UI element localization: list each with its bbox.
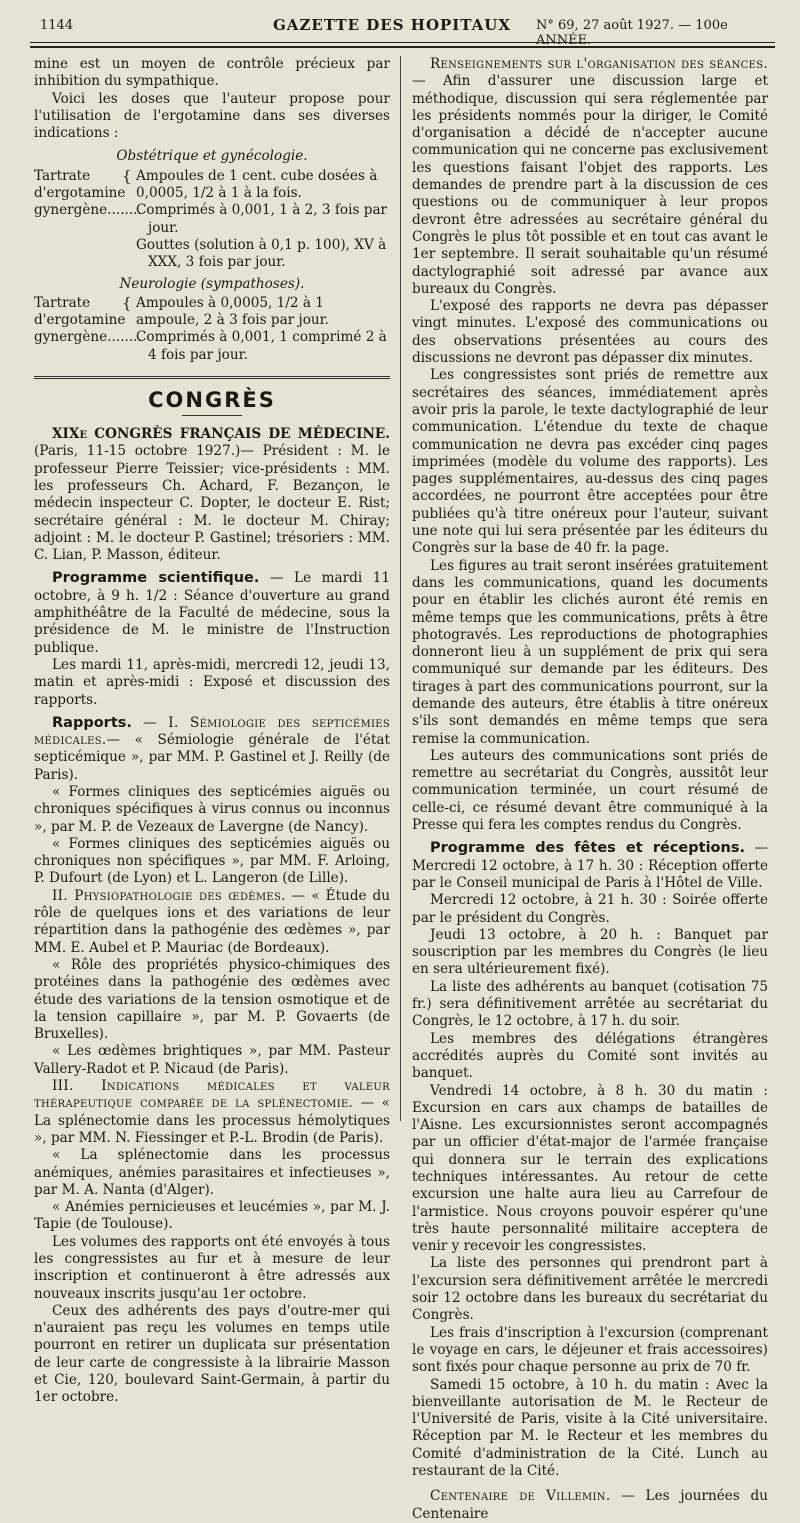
dose-value: Ampoules de 1 cent. cube dosées à 0,0005, 1/2 à 1 à la fois. xyxy=(136,167,378,202)
paragraph: Voici les doses que l'auteur propose pour l'utilisation de l'ergotamine dans ses diverses indications : xyxy=(34,90,390,142)
page-number: 1144 xyxy=(40,18,74,33)
dose-label: Tartrate d'ergotamine gynergène........ xyxy=(34,294,142,346)
obstetrique-dose-table xyxy=(34,168,390,272)
rapports-ii-heading: II. Physiopathologie des œdèmes. xyxy=(52,887,286,904)
paragraph: « Les œdèmes brightiques », par MM. Pasteur Vallery-Radot et P. Nicaud (de Paris). xyxy=(34,1043,390,1077)
issue-info: N° 69, 27 août 1927. — 100e ANNÉE. xyxy=(536,18,728,48)
programme-text: — Le mardi 11 octobre, à 9 h. 1/2 : Séance d'ouverture au grand amphithéâtre de la Faculté de médecine, sous la présidence de M. le ministre de l'Instruction publique. xyxy=(34,570,391,656)
dose-value: Comprimés à 0,001, 1 comprimé 2 à 4 fois par jour. xyxy=(136,329,387,363)
congres-intro: (Paris, 11-15 octobre 1927.)— Président : M. le professeur Pierre Teissier; vice-présidents : MM. les professeurs Ch. Achard, F. Bezançon, le médecin inspecteur C. Dopter, le docteur E. Rist; secrétaire général : M. le docteur M. Chiray; adjoint : M. le docteur P. Gastinel; trésoriers : MM. C. Lian, P. Masson, éditeur. xyxy=(34,443,390,564)
renseignements-heading: Renseignements sur l'organisation des séances. xyxy=(430,56,768,72)
header-rule-thick xyxy=(30,46,775,48)
congres-lead: XIXe CONGRÈS FRANÇAIS DE MÉDECINE. xyxy=(52,426,390,443)
title-rule xyxy=(182,415,242,416)
rapports-i-heading: — I. Sémiologie des septicémies médicales. xyxy=(34,714,390,749)
programme-lead: Programme scientifique. xyxy=(52,570,260,587)
rapports-ii-text: — « Étude du rôle de quelques ions et des variations de leur répartition dans la pathogénie des œdèmes », par MM. E. Aubel et P. Mauriac (de Bordeaux). xyxy=(34,887,391,956)
header-rule xyxy=(30,42,775,43)
neurologie-heading: Neurologie (sympathoses). xyxy=(119,275,305,292)
paragraph: Jeudi 13 octobre, à 20 h. : Banquet par souscription par les membres du Congrès (le lieu en sera ultérieurement fixé). xyxy=(412,926,768,978)
journal-title: GAZETTE DES HOPITAUX xyxy=(273,16,512,34)
renseignements-text: — Afin d'assurer une discussion large et méthodique, discussion qui sera réglementée par les présidents nommés pour la diriger, le Comité d'organisation a décidé de n'accepter aucune communication qui ne concerne pas exclusivement les questions faisant l'objet des rapports. Les demandes de prendre part à la discussion de ces questions ou de communiquer à leur propos devront être adressées au secrétaire général du Congrès le plus tôt possible et en tout cas avant le 1er septembre. Il serait souhaitable qu'un résumé dactylographié soit adressé par avance aux bureaux du Congrès. xyxy=(412,73,768,297)
paragraph: La liste des adhérents au banquet (cotisation 75 fr.) sera définitivement arrêtée au secrétariat du Congrès, le 12 octobre, à 17 h. du soir. xyxy=(412,978,768,1030)
paragraph: La liste des personnes qui prendront part à l'excursion sera définitivement arrêtée le mercredi soir 12 octobre dans les bureaux du secrétariat du Congrès. xyxy=(412,1255,768,1324)
fetes-lead: Programme des fêtes et réceptions. xyxy=(430,840,745,857)
neurologie-dose-table xyxy=(34,295,390,364)
section-rule xyxy=(34,376,390,377)
dose-value: Ampoules à 0,0005, 1/2 à 1 ampoule, 2 à 3 fois par jour. xyxy=(136,294,330,329)
section-title: CONGRÈS xyxy=(148,388,276,413)
paragraph: Samedi 15 octobre, à 10 h. du matin : Avec la bienveillante autorisation de M. le Recteur de l'Université de Paris, visite à la Cité universitaire. Réception par M. le Recteur et les membres du Comité d'administration de la Cité. Lunch au restaurant de la Cité. xyxy=(412,1376,768,1480)
left-column xyxy=(34,56,390,1407)
right-column xyxy=(412,56,768,1523)
paragraph: « Formes cliniques des septicémies aiguës ou chroniques non spécifiques », par MM. F. Arloing, P. Dufourt (de Lyon) et L. Langeron (de Lille). xyxy=(34,835,390,887)
paragraph: mine est un moyen de contrôle précieux par inhibition du sympathique. xyxy=(34,56,390,90)
paragraph: « La splénectomie dans les processus anémiques, anémies parasitaires et infectieuses », par M. A. Nanta (d'Alger). xyxy=(34,1147,390,1198)
paragraph: Les figures au trait seront insérées gratuitement dans les communications, quand les documents pour en établir les clichés auront été remis en même temps que les communications, prêts à être photogravés. Les reproductions de photographies donneront lieu à un supplément de prix qui sera communiqué sur demande par les éditeurs. Des tirages à part des communications pourront, sur la demande des auteurs, être établis à titre onéreux s'ils sont demandés en même temps que sera remise la communication. xyxy=(412,557,768,747)
paragraph: L'exposé des rapports ne devra pas dépasser vingt minutes. L'exposé des communications ou des observations présentées au cours des discussions ne devront pas dépasser dix minutes. xyxy=(412,298,768,367)
dose-value: Gouttes (solution à 0,1 p. 100), XV à XXX, 3 fois par jour. xyxy=(136,236,387,271)
paragraph: Les frais d'inscription à l'excursion (comprenant le voyage en cars, le déjeuner et frais accessoires) sont fixés pour chaque personne au prix de 70 fr. xyxy=(412,1324,768,1376)
paragraph: Les congressistes sont priés de remettre aux secrétaires des séances, immédiatement après avoir pris la parole, le texte dactylographié de leur communication. L'étendue du texte de chaque communication ne devra pas excéder cinq pages imprimées (modèle du volume des rapports). Les pages supplémentaires, au-dessus des cinq pages accordées, ne pourront être acceptées pour être publiées qu'à titre onéreux pour l'auteur, suivant une note qui lui sera présentée par les éditeurs du Congrès sur la base de 40 fr. la page. xyxy=(412,367,768,557)
paragraph: Les auteurs des communications sont priés de remettre au secrétariat du Congrès, aussitôt leur communication terminée, un court résumé de celle-ci, ce résumé devant être communiqué à la Presse qui fera les comptes rendus du Congrès. xyxy=(412,747,768,834)
rapports-lead: Rapports. xyxy=(52,714,132,731)
dose-label: Tartrate d'ergotamine gynergène........ xyxy=(34,167,142,219)
paragraph: Les volumes des rapports ont été envoyés à tous les congressistes au fur et à mesure de leur inscription et continueront à être adressés aux nouveaux inscrits jusqu'au 1er octobre. xyxy=(34,1233,390,1302)
centenaire-heading: Centenaire de Villemin. xyxy=(430,1488,611,1505)
dose-values xyxy=(136,168,390,272)
page-header xyxy=(30,16,785,48)
brace: { xyxy=(122,166,132,185)
rapports-iii-heading: III. Indications médicales et valeur thérapeutique comparée de la splénectomie. xyxy=(34,1078,390,1112)
paragraph: Les mardi 11, après-midi, mercredi 12, jeudi 13, matin et après-midi : Exposé et discussion des rapports. xyxy=(34,656,390,708)
paragraph: « Rôle des propriétés physico-chimiques des protéines dans la pathogénie des œdèmes avec étude des variations de la tension osmotique et de la tension capillaire », par M. P. Govaerts (de Bruxelles). xyxy=(34,956,390,1043)
obstetrique-heading: Obstétrique et gynécologie. xyxy=(116,148,308,165)
paragraph: Les membres des délégations étrangères accrédités auprès du Comité sont invités au banquet. xyxy=(412,1030,768,1082)
rapports-iii-text: — « La splénectomie dans les processus hémolytiques », par MM. N. Fiessinger et P.-L. Brodin (de Paris). xyxy=(34,1095,391,1146)
dose-value: Comprimés à 0,001, 1 à 2, 3 fois par jour. xyxy=(136,202,388,236)
brace: { xyxy=(122,293,132,312)
paragraph: Ceux des adhérents des pays d'outre-mer qui n'auraient pas reçu les volumes en temps utile pourront en retirer un duplicata sur présentation de leur carte de congressiste à la librairie Masson et Cie, 120, boulevard Saint-Germain, à partir du 1er octobre. xyxy=(34,1302,390,1406)
paragraph: « Formes cliniques des septicémies aiguës ou chroniques spécifiques à virus connus ou inconnus », par M. P. de Vezeaux de Lavergne (de Nancy). xyxy=(34,783,390,835)
section-rule xyxy=(34,378,390,379)
column-divider xyxy=(400,56,401,1121)
dose-values xyxy=(136,295,390,364)
centenaire-text: — Les journées du Centenaire xyxy=(412,1488,768,1522)
fetes-text: — Mercredi 12 octobre, à 17 h. 30 : Réception offerte par le Conseil municipal de Paris à l'Hôtel de Ville. xyxy=(412,840,768,891)
paragraph: Vendredi 14 octobre, à 8 h. 30 du matin : Excursion en cars aux champs de batailles de l'Aisne. Les excursionnistes seront accompagnés par un officier d'état-major de l'armée française qui donnera sur le terrain des explications techniques intéressantes. Au retour de cette excursion une halte aura lieu au Carrefour de l'armistice. Nous croyons pouvoir espérer qu'une très haute personnalité militaire acceptera de venir y recevoir les congressistes. xyxy=(412,1082,768,1255)
paragraph: Mercredi 12 octobre, à 21 h. 30 : Soirée offerte par le président du Congrès. xyxy=(412,892,768,926)
rapports-i-text: — « Sémiologie générale de l'état septicémique », par MM. P. Gastinel et J. Reilly (de Paris). xyxy=(34,732,390,783)
paragraph: « Anémies pernicieuses et leucémies », par M. J. Tapie (de Toulouse). xyxy=(34,1199,390,1233)
